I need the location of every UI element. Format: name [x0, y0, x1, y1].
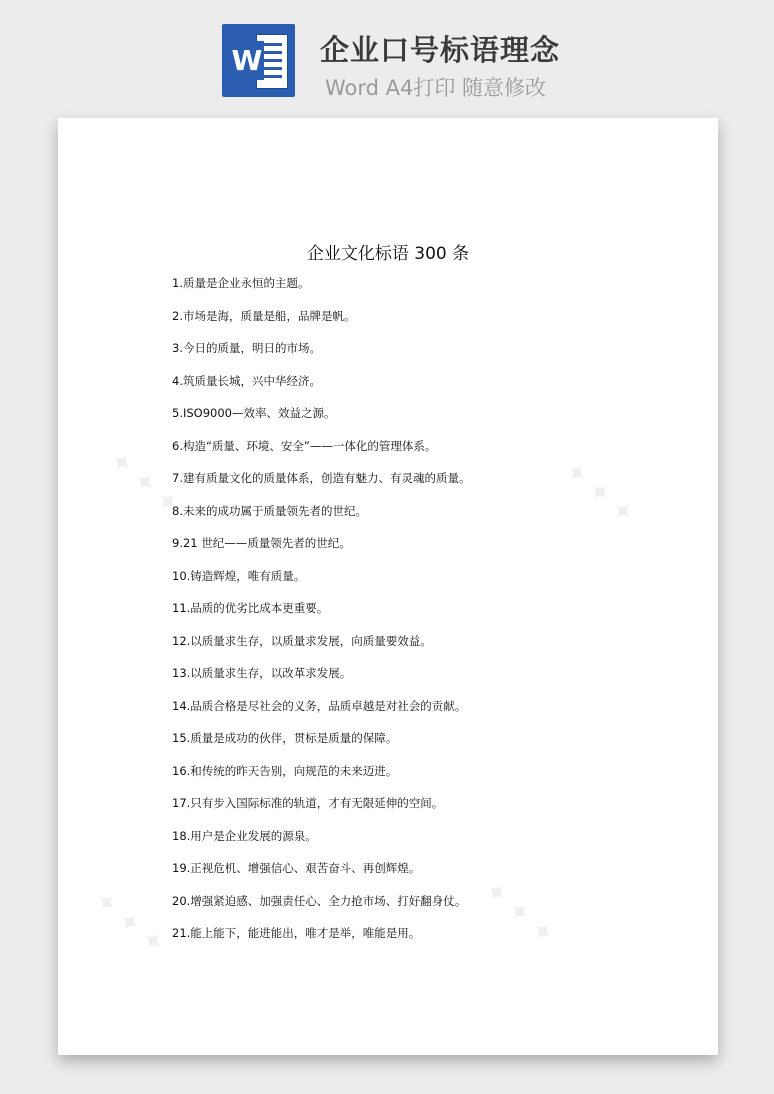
list-item: 10.铸造辉煌，唯有质量。	[172, 568, 306, 583]
document-title: 企业文化标语 300 条	[306, 244, 470, 264]
list-item: 2.市场是海，质量是船，品牌是帆。	[172, 308, 356, 323]
watermark: ✦ ✦ ✦	[557, 455, 640, 531]
page-subtitle: Word A4打印 随意修改	[325, 76, 547, 100]
list-item: 7.建有质量文化的质量体系，创造有魅力、有灵魂的质量。	[172, 471, 471, 485]
list-item: 21.能上能下，能进能出，唯才是举，唯能是用。	[172, 926, 421, 940]
list-item: 3.今日的质量，明日的市场。	[172, 341, 321, 355]
header	[0, 0, 774, 118]
list-item: 18.用户是企业发展的源泉。	[172, 828, 317, 843]
list-item: 12.以质量求生存，以质量求发展，向质量要效益。	[172, 633, 432, 648]
page-title: 企业口号标语理念	[320, 33, 561, 67]
list-item: 15.质量是成功的伙伴，贯标是质量的保障。	[172, 731, 398, 745]
list-item: 11.品质的优劣比成本更重要。	[172, 601, 329, 615]
watermark: ✦ ✦ ✦	[87, 885, 170, 961]
list-item: 16.和传统的昨天告别，向规范的未来迈进。	[172, 763, 398, 778]
slogan-list	[172, 275, 470, 958]
word-icon-letter: W	[230, 41, 264, 80]
list-item: 4.筑质量长城，兴中华经济。	[172, 373, 321, 388]
word-icon	[222, 24, 295, 97]
list-item: 19.正视危机、增强信心、艰苦奋斗、再创辉煌。	[172, 861, 421, 875]
list-item: 17.只有步入国际标准的轨道，才有无限延伸的空间。	[172, 796, 444, 810]
list-item: 1.质量是企业永恒的主题。	[172, 276, 310, 290]
document-page	[58, 118, 718, 1055]
watermark: ✦ ✦ ✦	[477, 875, 560, 951]
list-item: 6.构造“质量、环境、安全”——一体化的管理体系。	[172, 438, 437, 453]
list-item: 9.21 世纪——质量领先者的世纪。	[172, 536, 351, 550]
list-item: 20.增强紧迫感、加强责任心、全力抢市场、打好翻身仗。	[172, 893, 467, 908]
watermark: ✦ ✦ ✦	[102, 445, 185, 521]
list-item: 14.品质合格是尽社会的义务，品质卓越是对社会的贡献。	[172, 698, 467, 713]
list-item: 13.以质量求生存，以改革求发展。	[172, 666, 352, 680]
list-item: 5.ISO9000—效率、效益之源。	[172, 406, 336, 420]
list-item: 8.未来的成功属于质量领先者的世纪。	[172, 503, 367, 518]
